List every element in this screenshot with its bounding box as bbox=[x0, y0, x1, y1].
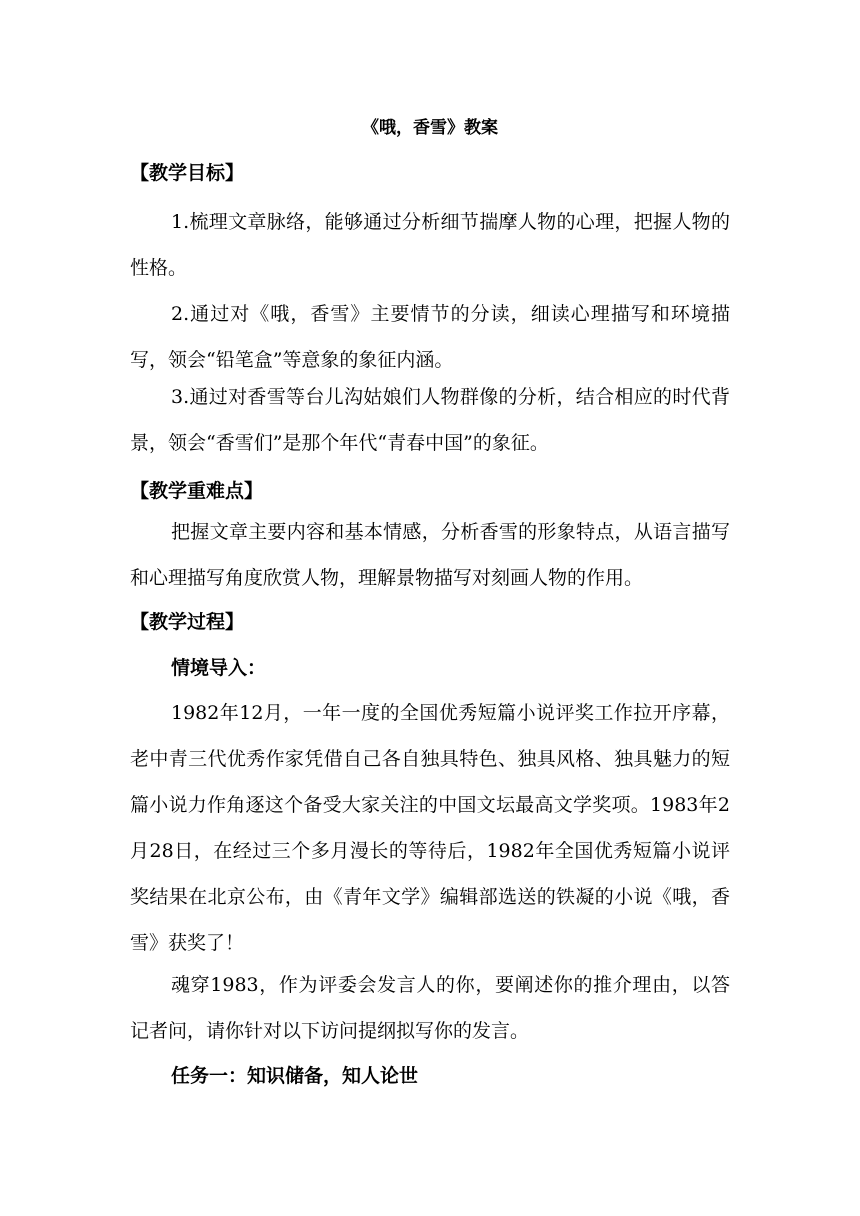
task-intro-paragraph: 魂穿1983，作为评委会发言人的你，要阐述你的推介理由，以答记者问，请你针对以下访问提纲拟写你的发言。 bbox=[130, 974, 730, 1042]
objectives-heading: 【教学目标】 bbox=[130, 162, 245, 184]
objective-item-1: 1.梳理文章脉络，能够通过分析细节揣摩人物的心理，把握人物的性格。 bbox=[130, 211, 730, 279]
intro-paragraph: 1982年12月，一年一度的全国优秀短篇小说评奖工作拉开序幕，老中青三代优秀作家凭借自己各自独具特色、独具风格、独具魅力的短篇小说力作角逐这个备受大家关注的中国文坛最高文学奖项。1983年2月28日，在经过三个多月漫长的等待后，1982年全国优秀短篇小说评奖结果在北京公布，由《青年文学》编辑部选送的铁凝的小说《哦，香雪》获奖了！ bbox=[130, 702, 730, 954]
objective-item-2: 2.通过对《哦，香雪》主要情节的分读，细读心理描写和环境描写，领会“铅笔盒”等意象的象征内涵。 bbox=[130, 303, 730, 371]
key-points-text: 把握文章主要内容和基本情感，分析香雪的形象特点，从语言描写和心理描写角度欣赏人物，理解景物描写对刻画人物的作用。 bbox=[130, 521, 730, 589]
key-points-heading: 【教学重难点】 bbox=[130, 480, 264, 502]
process-heading: 【教学过程】 bbox=[130, 611, 245, 633]
task1-heading: 任务一：知识储备，知人论世 bbox=[171, 1065, 419, 1087]
intro-heading: 情境导入： bbox=[171, 657, 267, 679]
objective-item-3: 3.通过对香雪等台儿沟姑娘们人物群像的分析，结合相应的时代背景，领会“香雪们”是那个年代“青春中国”的象征。 bbox=[130, 386, 730, 454]
document-title: 《哦，香雪》教案 bbox=[362, 118, 498, 138]
